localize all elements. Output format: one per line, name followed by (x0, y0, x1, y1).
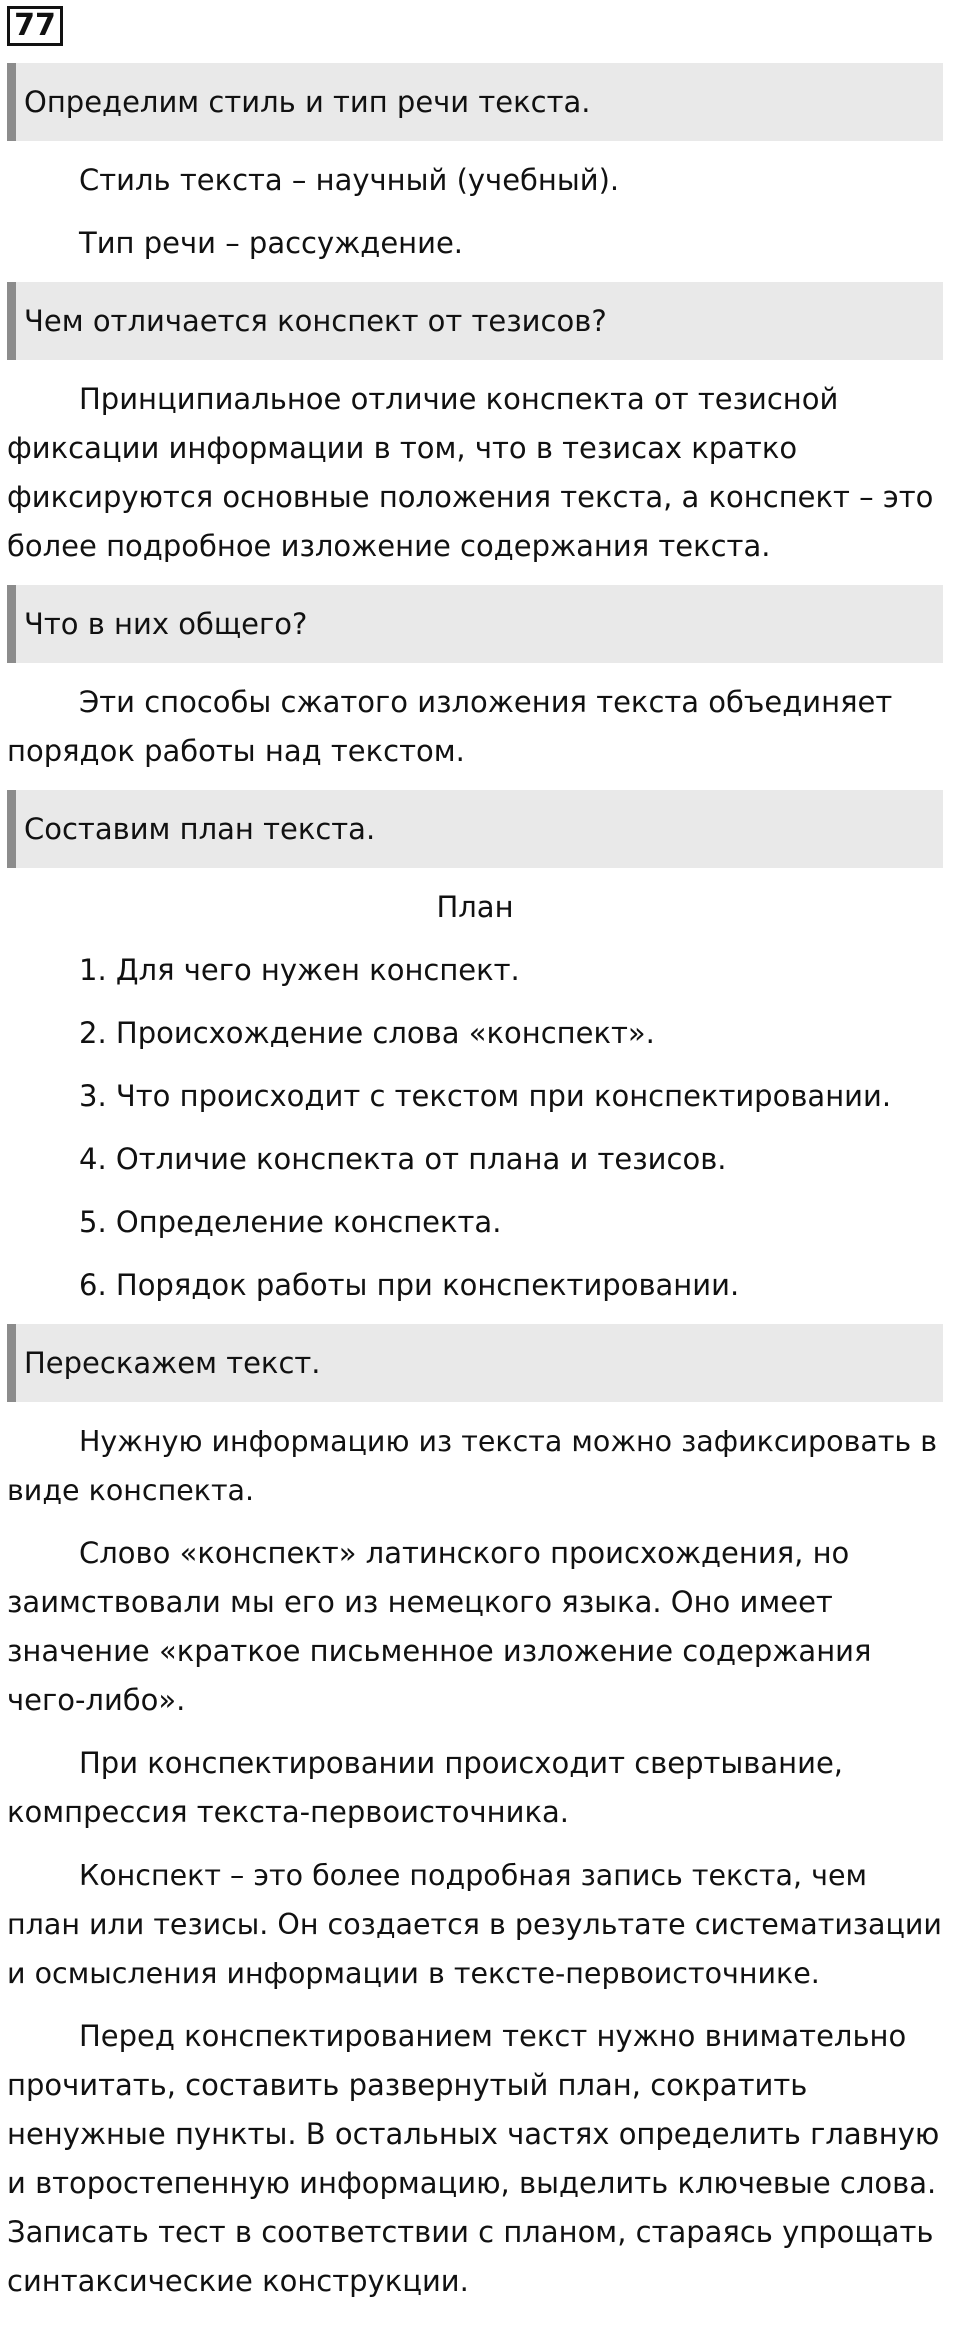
paragraph-line: Перед конспектированием текст нужно внимательно (79, 2019, 907, 2053)
paragraph-line: Принципиальное отличие конспекта от тезисной (79, 382, 839, 416)
plan-item: 5. Определение конспекта. (79, 1205, 502, 1239)
paragraph-line: При конспектировании происходит свертывание, (79, 1746, 844, 1780)
style-line: Стиль текста – научный (учебный). (79, 163, 620, 197)
plan-item: 6. Порядок работы при конспектировании. (79, 1268, 740, 1302)
paragraph-line: ненужные пункты. В остальных частях определить главную (7, 2117, 940, 2151)
paragraph-line: фиксации информации в том, что в тезисах кратко (7, 431, 798, 465)
speech-type-line: Тип речи – рассуждение. (79, 226, 464, 260)
retell-paragraph (0, 1851, 950, 1998)
paragraph-line: и осмысления информации в тексте-первоисточнике. (7, 1957, 820, 1990)
paragraph-line: фиксируются основные положения текста, а конспект – это (7, 480, 934, 514)
paragraph-line: порядок работы над текстом. (7, 734, 465, 768)
plan-item: 3. Что происходит с текстом при конспектировании. (79, 1079, 892, 1113)
paragraph-line: прочитать, составить развернутый план, сократить (7, 2068, 808, 2102)
section-header-difference: Чем отличается конспект от тезисов? (7, 282, 943, 360)
plan-item: 4. Отличие конспекта от плана и тезисов. (79, 1142, 727, 1176)
paragraph-line: Нужную информацию из текста можно зафиксировать в (79, 1425, 938, 1458)
paragraph-line: синтаксические конструкции. (7, 2264, 469, 2298)
paragraph-line: Слово «конспект» латинского происхождения, но (79, 1536, 850, 1570)
retell-paragraph (0, 2012, 950, 2306)
section-header-plan: Составим план текста. (7, 790, 943, 868)
plan-title: План (436, 890, 514, 924)
paragraph-line: более подробное изложение содержания текста. (7, 529, 771, 563)
task-number-badge: 77 (7, 6, 63, 46)
retell-paragraph (0, 1529, 950, 1725)
paragraph-line: значение «краткое письменное изложение содержания (7, 1634, 872, 1668)
paragraph-line: заимствовали мы его из немецкого языка. Оно имеет (7, 1585, 833, 1619)
paragraph-line: Эти способы сжатого изложения текста объединяет (79, 685, 893, 719)
paragraph-line: Записать тест в соответствии с планом, стараясь упрощать (7, 2215, 934, 2249)
difference-paragraph (0, 375, 950, 571)
retell-paragraph (0, 1417, 950, 1515)
common-paragraph (0, 678, 950, 776)
section-header-style: Определим стиль и тип речи текста. (7, 63, 943, 141)
paragraph-line: виде конспекта. (7, 1474, 255, 1507)
paragraph-line: план или тезисы. Он создается в результате систематизации (7, 1908, 942, 1941)
paragraph-line: чего-либо». (7, 1683, 186, 1717)
answer-content (0, 63, 950, 2306)
section-header-retell: Перескажем текст. (7, 1324, 943, 1402)
section-header-common: Что в них общего? (7, 585, 943, 663)
paragraph-line: и второстепенную информацию, выделить ключевые слова. (7, 2166, 937, 2200)
plan-item: 1. Для чего нужен конспект. (79, 953, 520, 987)
paragraph-line: компрессия текста-первоисточника. (7, 1795, 569, 1829)
retell-paragraph (0, 1739, 950, 1837)
plan-item: 2. Происхождение слова «конспект». (79, 1016, 655, 1050)
paragraph-line: Конспект – это более подробная запись текста, чем (79, 1859, 867, 1892)
